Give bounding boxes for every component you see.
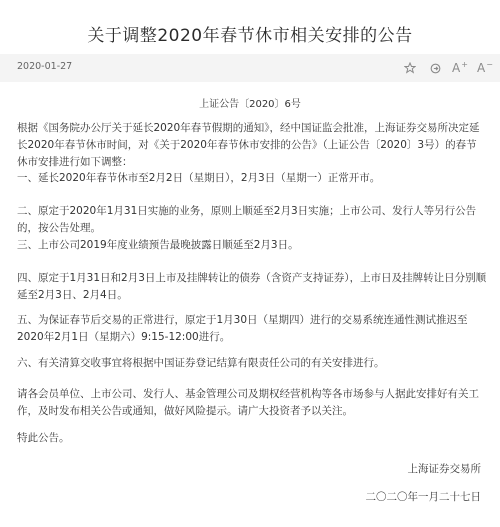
closing-request: 请各会员单位、上市公司、发行人、基金管理公司及期权经营机构等各市场参与人据此安排好有关工作，及时发布相关公告或通知，做好风险提示。请广大投资者予以关注。 <box>17 388 479 417</box>
font-decrease-sup: − <box>486 59 493 69</box>
font-increase-button[interactable] <box>449 58 471 78</box>
clause-4: 四、原定于1月31日和2月3日上市及挂牌转让的债券（含资产支持证券），上市日及挂牌转让日分别顺延至2月3日、2月4日。 <box>17 272 487 301</box>
closing-statement: 特此公告。 <box>17 432 70 444</box>
page-title: 关于调整2020年春节休市相关安排的公告 <box>87 26 413 46</box>
clause-6: 六、有关清算交收事宜将根据中国证券登记结算有限责任公司的有关安排进行。 <box>17 357 385 369</box>
clause-3: 三、上市公司2019年度业绩预告最晚披露日顺延至2月3日。 <box>17 239 299 251</box>
font-decrease-label: A <box>477 61 486 75</box>
publish-date: 2020-01-27 <box>17 61 73 72</box>
font-increase-label: A <box>452 61 461 75</box>
meta-bar <box>0 54 500 82</box>
clause-2: 二、原定于2020年1月31日实施的业务，原则上顺延至2月3日实施；上市公司、发行人等另行公告的，按公告处理。 <box>17 205 477 234</box>
font-decrease-button[interactable] <box>474 58 496 78</box>
share-button[interactable] <box>424 58 446 78</box>
intro-paragraph: 根据《国务院办公厅关于延长2020年春节假期的通知》，经中国证监会批准，上海证券交易所决定延长2020年春节休市时间，对《关于2020年春节休市安排的公告》（上证公告〔2020〕3号）的春节休市安排进行如下调整： <box>17 122 480 168</box>
signature-org: 上海证券交易所 <box>407 463 481 475</box>
favorite-button[interactable] <box>399 58 421 78</box>
clause-5: 五、为保证春节后交易的正常进行，原定于1月30日（星期四）进行的交易系统连通性测试推迟至2020年2月1日（星期六）9:15-12:00进行。 <box>17 314 468 343</box>
signature-date: 二〇二〇年一月二十七日 <box>365 491 481 503</box>
share-icon <box>429 62 442 75</box>
document-number: 上证公告〔2020〕6号 <box>199 99 301 110</box>
clause-1: 一、延长2020年春节休市至2月2日（星期日），2月3日（星期一）正常开市。 <box>17 172 381 184</box>
star-icon <box>404 62 416 74</box>
font-increase-sup: + <box>461 59 468 69</box>
toolbar <box>396 58 496 78</box>
